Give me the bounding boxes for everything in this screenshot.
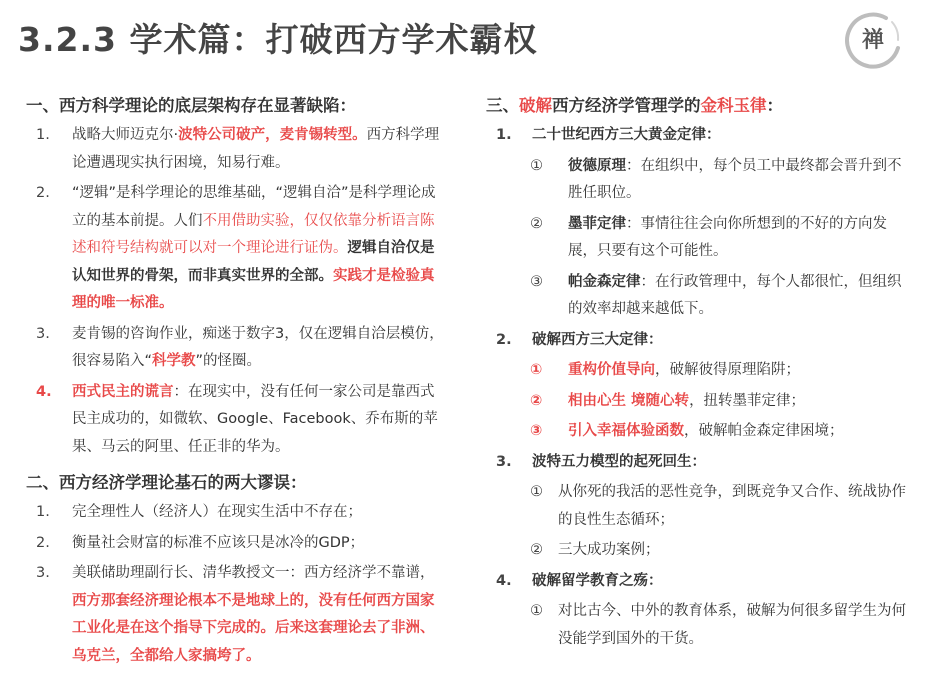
item-label: 二十世纪西方三大黄金定律：: [532, 127, 721, 143]
item-number: 2.: [36, 534, 50, 551]
sub-item-text: 对比古今、中外的教育体系，破解为何很多留学生为何没能学到国外的干货。: [558, 603, 906, 647]
item-number: 2.: [496, 331, 512, 348]
left-column: [26, 92, 446, 673]
sub-item: [486, 153, 906, 208]
section-heading-1: 一、西方科学理论的底层架构存在显著缺陷：: [26, 96, 356, 115]
highlight-text: 重构价值导向: [568, 362, 655, 378]
circled-number: ③: [530, 423, 543, 439]
law-name: 彼德原理: [568, 157, 626, 174]
circled-number: ①: [530, 362, 543, 378]
list-item: [486, 122, 906, 150]
zen-seal-logo: [842, 10, 904, 72]
right-column: [486, 92, 906, 656]
sub-item-text: ，破解帕金森定律困境；: [684, 423, 844, 439]
law-name: 墨菲定律: [568, 215, 626, 232]
item-text: ”的怪圈。: [195, 353, 262, 369]
circled-number: ③: [530, 273, 543, 290]
circled-number: ②: [530, 392, 543, 409]
item-text: 衡量社会财富的标准不应该只是冰冷的GDP；: [72, 534, 365, 551]
highlight-text: 科学教: [152, 353, 196, 369]
list-item: [26, 560, 446, 670]
sub-item-text: ，扭转墨菲定律；: [689, 392, 806, 409]
item-text: 完全理性人（经济人）在现实生活中不存在；: [72, 504, 362, 520]
item-number: 3.: [36, 565, 50, 581]
item-label: 破解留学教育之殇：: [532, 572, 663, 589]
sub-item-text: ：在组织中，每个员工中最终都会晋升到不胜任职位。: [568, 157, 902, 201]
law-name: 帕金森定律: [568, 273, 641, 290]
item-text: 美联储助理副行长、清华教授文一：西方经济学不靠谱，: [72, 565, 435, 581]
list-item: [26, 379, 446, 462]
highlight-text: 波特公司破产，麦肯锡转型。: [178, 127, 367, 143]
list-item: [26, 122, 446, 177]
item-label: 波特五力模型的起死回生：: [532, 453, 706, 470]
heading-part: 西方经济学管理学的: [552, 96, 701, 115]
circled-number: ②: [530, 542, 543, 558]
item-number: 3.: [496, 453, 512, 470]
item-label: 破解西方三大定律：: [532, 331, 663, 348]
list-item: [486, 449, 906, 477]
list-item: [486, 327, 906, 355]
sub-item-text: ：在行政管理中，每个人都很忙，但组织的效率却越来越低下。: [568, 273, 902, 317]
item-number: 4.: [496, 572, 512, 589]
sub-item-text: ：事情往往会向你所想到的不好的方向发展，只要有这个可能性。: [568, 215, 887, 259]
sub-item-text: 从你死的我活的恶性竞争，到既竞争又合作、统战协作的良性生态循环；: [558, 484, 906, 528]
list-item: [26, 530, 446, 558]
highlight-text: 不用借助实验，仅仅依靠分析语言陈述和符号结构就可以对一个理论进行证伪。: [72, 212, 435, 256]
circled-number: ①: [530, 603, 543, 619]
list-item: [486, 568, 906, 596]
sub-item: [486, 479, 906, 534]
item-text: “逻辑”是科学理论的思维基础，“逻辑自洽”是科学理论成立的基本前提。人们: [72, 185, 436, 229]
circled-number: ②: [530, 215, 543, 232]
page-title: 3.2.3 学术篇：打破西方学术霸权: [18, 20, 538, 59]
item-text: 战略大师迈克尔·: [72, 127, 179, 143]
sub-item-text: 三大成功案例；: [558, 542, 660, 558]
section-heading-3: [486, 92, 906, 120]
item-number: 3.: [36, 325, 50, 342]
highlight-text: 相由心生 境随心转: [568, 392, 690, 409]
item-text: 麦肯锡的咨询作业，痴迷于数字3，仅在逻辑自洽层模仿，很容易陷入“: [72, 325, 444, 369]
heading-part: 三、: [486, 96, 519, 115]
sub-item: [486, 269, 906, 324]
circled-number: ①: [530, 157, 543, 174]
highlight-text: 引入幸福体验函数: [568, 423, 684, 439]
item-number: 1.: [36, 504, 50, 520]
item-number: 4.: [36, 383, 52, 400]
heading-part: ：: [766, 96, 783, 115]
sub-item: [486, 388, 906, 416]
highlight-text: 西式民主的谎言: [72, 383, 174, 400]
sub-item: [486, 598, 906, 653]
item-number: 1.: [36, 127, 50, 143]
item-text: 西方科学理论遭遇现实执行困境，知易行难。: [72, 127, 440, 171]
section-heading-2: 二、西方经济学理论基石的两大谬误：: [26, 473, 307, 492]
item-text: ：在现实中，没有任何一家公司是靠西式民主成功的，如微软、Google、Facebook、乔布斯的苹果、马云的阿里、任正非的华为。: [72, 383, 438, 455]
sub-item: [486, 537, 906, 565]
heading-highlight: 金科玉律: [700, 96, 767, 115]
highlight-text: 西方那套经济理论根本不是地球上的，没有任何西方国家工业化是在这个指导下完成的。后来这套理论去了非洲、乌克兰，全都给人家搞垮了。: [72, 592, 435, 664]
list-item: [26, 180, 446, 318]
sub-item: [486, 418, 906, 446]
item-number: 2.: [36, 185, 50, 201]
list-item: [26, 499, 446, 527]
sub-item-text: ，破解彼得原理陷阱；: [655, 362, 800, 378]
circled-number: ①: [530, 484, 543, 500]
item-number: 1.: [496, 127, 512, 143]
heading-highlight: 破解: [519, 96, 552, 115]
sub-item: [486, 357, 906, 385]
bold-text: 逻辑自洽仅是认知世界的骨架，而非真实世界的全部。: [72, 240, 435, 284]
sub-item: [486, 211, 906, 266]
seal-character: 禅: [861, 28, 884, 53]
highlight-text: 实践才是检验真理的唯一标准。: [72, 267, 435, 311]
list-item: [26, 321, 446, 376]
